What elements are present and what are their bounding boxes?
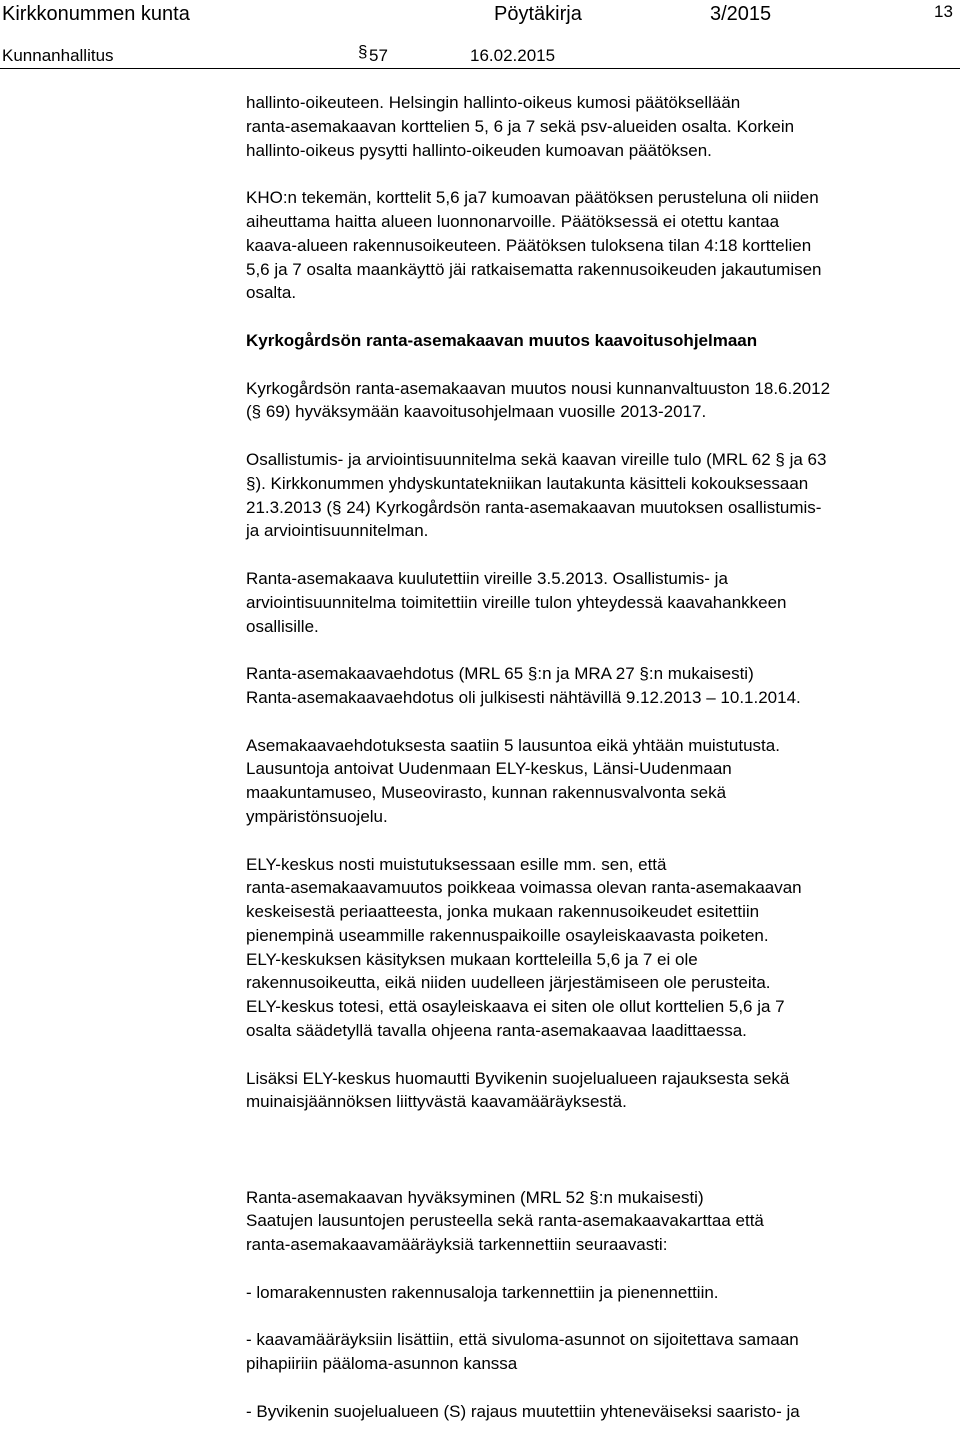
text-line: osallisille. [246,616,319,636]
text-line: ja arviointisuunnitelman. [246,521,429,541]
text-line: ranta-asemakaavan korttelien 5, 6 ja 7 sekä psv-alueiden osalta. Korkein [246,116,795,136]
section-number: 57 [369,46,388,65]
text-line: ELY-keskuksen käsityksen mukaan kortteleilla 5,6 ja 7 ei ole [246,949,698,969]
paragraph [246,1328,952,1376]
paragraph [246,567,952,638]
document-type: Pöytäkirja [494,3,582,25]
text-line: Kyrkogårdsön ranta-asemakaavan muutos kaavoitusohjelmaan [246,330,758,350]
spacer [246,1138,952,1186]
text-line: 5,6 ja 7 osalta maankäyttö jäi ratkaisematta rakennusoikeuden jakautumisen [246,259,822,279]
text-line: ELY-keskus totesi, että osayleiskaava ei siten ole ollut korttelien 5,6 ja 7 [246,997,785,1017]
section-heading [246,329,952,353]
text-line: ranta-asemakaavamääräyksiä tarkennettiin seuraavasti: [246,1235,668,1255]
text-line: - kaavamääräyksiin lisättiin, että sivuloma-asunnot on sijoitettava samaan [246,1330,799,1350]
text-line: ELY-keskus nosti muistutuksessaan esille mm. sen, että [246,854,667,874]
text-line: Ranta-asemakaava kuulutettiin vireille 3.5.2013. Osallistumis- ja [246,568,728,588]
paragraph [246,662,952,710]
text-line: ranta-asemakaavamuutos poikkeaa voimassa olevan ranta-asemakaavan [246,878,802,898]
text-line: Asemakaavaehdotuksesta saatiin 5 lausuntoa eikä yhtään muistutusta. [246,735,780,755]
text-line: Lausuntoja antoivat Uudenmaan ELY-keskus, Länsi-Uudenmaan [246,759,732,779]
text-line: Ranta-asemakaavaehdotus (MRL 65 §:n ja MRA 27 §:n mukaisesti) [246,664,754,684]
paragraph [246,1281,952,1305]
paragraph [246,1067,952,1115]
text-line: hallinto-oikeuteen. Helsingin hallinto-oikeus kumosi päätöksellään [246,93,741,112]
text-line: osalta. [246,283,297,303]
text-line: - Byvikenin suojelualueen (S) rajaus muutettiin yhteneväiseksi saaristo- ja [246,1401,800,1421]
paragraph [246,734,952,829]
text-line: kaava-alueen rakennusoikeuteen. Päätöksen tuloksena tilan 4:18 korttelien [246,235,812,255]
text-line: osalta säädetyllä tavalla ohjeena ranta-asemakaavaa laadittaessa. [246,1021,747,1041]
paragraph [246,448,952,543]
text-line: - lomarakennusten rakennusaloja tarkennettiin ja pienennettiin. [246,1282,719,1302]
text-line: arviointisuunnitelma toimitettiin vireille tulon yhteydessä kaavahankkeen [246,592,787,612]
document-number: 3/2015 [710,3,772,25]
section-sign: § [358,42,368,61]
text-line: Osallistumis- ja arviointisuunnitelma sekä kaavan vireille tulo (MRL 62 § ja 63 [246,449,827,469]
text-line: hallinto-oikeus pysytti hallinto-oikeuden kumoavan päätöksen. [246,140,712,160]
text-line: maakuntamuseo, Museovirasto, kunnan rakennusvalvonta sekä [246,783,727,803]
text-line: ympäristönsuojelu. [246,806,388,826]
paragraph [246,1186,952,1257]
paragraph [246,377,952,425]
text-line: pienempinä useammille rakennuspaikoille osayleiskaavasta poiketen. [246,925,769,945]
text-line: KHO:n tekemän, korttelit 5,6 ja7 kumoavan päätöksen perusteluna oli niiden [246,188,819,208]
text-line: pihapiiriin pääloma-asunnon kanssa [246,1354,518,1374]
text-line: Ranta-asemakaavan hyväksyminen (MRL 52 §:n mukaisesti) [246,1187,704,1207]
meeting-date: 16.02.2015 [470,46,556,65]
paragraph [246,853,952,1043]
text-line: keskeisestä periaatteesta, jonka mukaan rakennusoikeudet esitettiin [246,902,760,922]
text-line: Saatujen lausuntojen perusteella sekä ranta-asemakaavakarttaa että [246,1211,764,1231]
paragraph [246,91,952,162]
text-line: §). Kirkkonummen yhdyskuntatekniikan lautakunta käsitteli kokouksessaan [246,473,809,493]
text-line: Ranta-asemakaavaehdotus oli julkisesti nähtävillä 9.12.2013 – 10.1.2014. [246,687,801,707]
text-line: Lisäksi ELY-keskus huomautti Byvikenin suojelualueen rajauksesta sekä [246,1068,790,1088]
text-line: 21.3.2013 (§ 24) Kyrkogårdsön ranta-asemakaavan muutoksen osallistumis- [246,497,822,517]
page-number: 13 [934,2,953,21]
document-body [246,91,952,1447]
paragraph [246,186,952,305]
text-line: muinaisjäännöksen liittyvästä kaavamääräyksestä. [246,1092,627,1112]
text-line: rakennusoikeutta, eikä niiden uudelleen järjestämiseen ole perusteita. [246,973,771,993]
text-line: aiheuttama haitta alueen luonnonarvoille. Päätöksessä ei otettu kantaa [246,211,780,231]
text-line: Kyrkogårdsön ranta-asemakaavan muutos nousi kunnanvaltuuston 18.6.2012 [246,378,831,398]
text-line: (§ 69) hyväksymään kaavoitusohjelmaan vuosille 2013-2017. [246,402,707,422]
governing-body: Kunnanhallitus [2,46,114,65]
header-divider [0,68,960,69]
paragraph [246,1400,952,1424]
organization-name: Kirkkonummen kunta [2,3,190,25]
